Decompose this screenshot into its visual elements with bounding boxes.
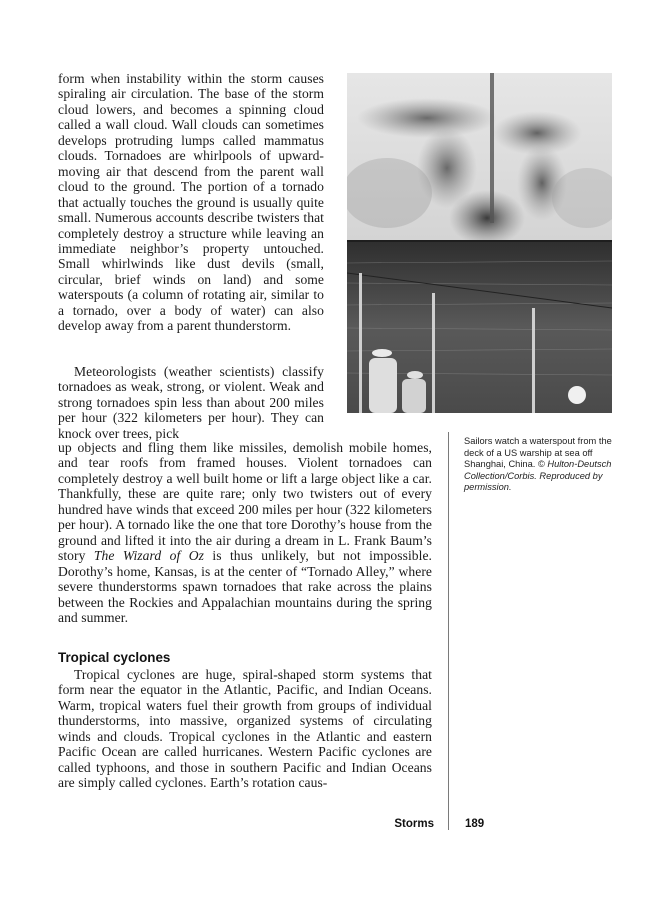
book-title: The Wizard of Oz [93, 548, 204, 564]
paragraph-text: up objects and fling them like missiles, demolish mobile homes, and tear roofs from framed houses. Violent tornadoes can completely destroy a well built home or lift a large object like a car. Thankfully, these are quite rare; only two twisters out of every hundred have winds that exceed 200 miles per hour (322 kilometers per hour). A tornado like the one that tore Dorothy’s house from the ground and lifted it into the air during a dream in L. Frank Baum’s story [58, 440, 432, 564]
body-paragraph-3: Tropical cyclones are huge, spiral-shaped storm systems that form near the equator in the Atlantic, Pacific, and Indian Oceans. Warm, tropical waters fuel their growth from groups of individual thunderstorms, into massive, organized systems of circulating winds and clouds. Tropical cyclones in the Atlantic and eastern Pacific Ocean are called hurricanes. Western Pacific cyclones are called typhoons, and those in southern Pacific and Indian Oceans are simply called cyclones. Earth’s rotation caus- [58, 667, 432, 791]
section-heading: Tropical cyclones [58, 650, 171, 665]
page-number: 189 [465, 818, 485, 830]
caption-divider [448, 432, 449, 830]
waterspout-photo [347, 73, 612, 413]
caption-text: Sailors watch a waterspout from the deck of a US warship at sea off Shanghai, China. [464, 436, 612, 470]
body-paragraph-2-narrow: Meteorologists (weather scientists) classify tornadoes as weak, strong, or violent. Weak and strong tornadoes spin less than about 200 miles per hour (322 kilometers per hour). They can knock over trees, pick [58, 364, 324, 441]
figure-caption [464, 436, 614, 494]
body-paragraph-1: form when instability within the storm causes spiraling air circulation. The base of the storm cloud lowers, and becomes a spinning cloud called a wall cloud. Wall clouds can sometimes develops protruding lumps called mammatus clouds. Tornadoes are whirlpools of upward-moving air that descend from the parent wall cloud to the ground. The portion of a tornado that actually touches the ground is usually quite small. Numerous accounts describe twisters that completely destroy a structure while leaving an immediate neighbor’s property untouched. Small whirlwinds like dust devils (small, circular, brief winds on land) and some waterspouts (a column of rotating air, similar to a tornado, over a body of water) can also develop away from a parent thunderstorm. [58, 71, 324, 334]
footer-section-name: Storms [394, 818, 434, 830]
body-paragraph-2-wide [58, 440, 432, 625]
caption-credit: © Hulton-Deutsch Collection/Corbis. Reproduced by permission. [464, 459, 612, 493]
paragraph-text: is thus unlikely, but not impossible. Dorothy’s home, Kansas, is at the center of “Tornado Alley,” where severe thunderstorms spawn tornadoes that rake across the plains between the Rockies and Appalachian mountains during the spring and summer. [58, 548, 432, 625]
